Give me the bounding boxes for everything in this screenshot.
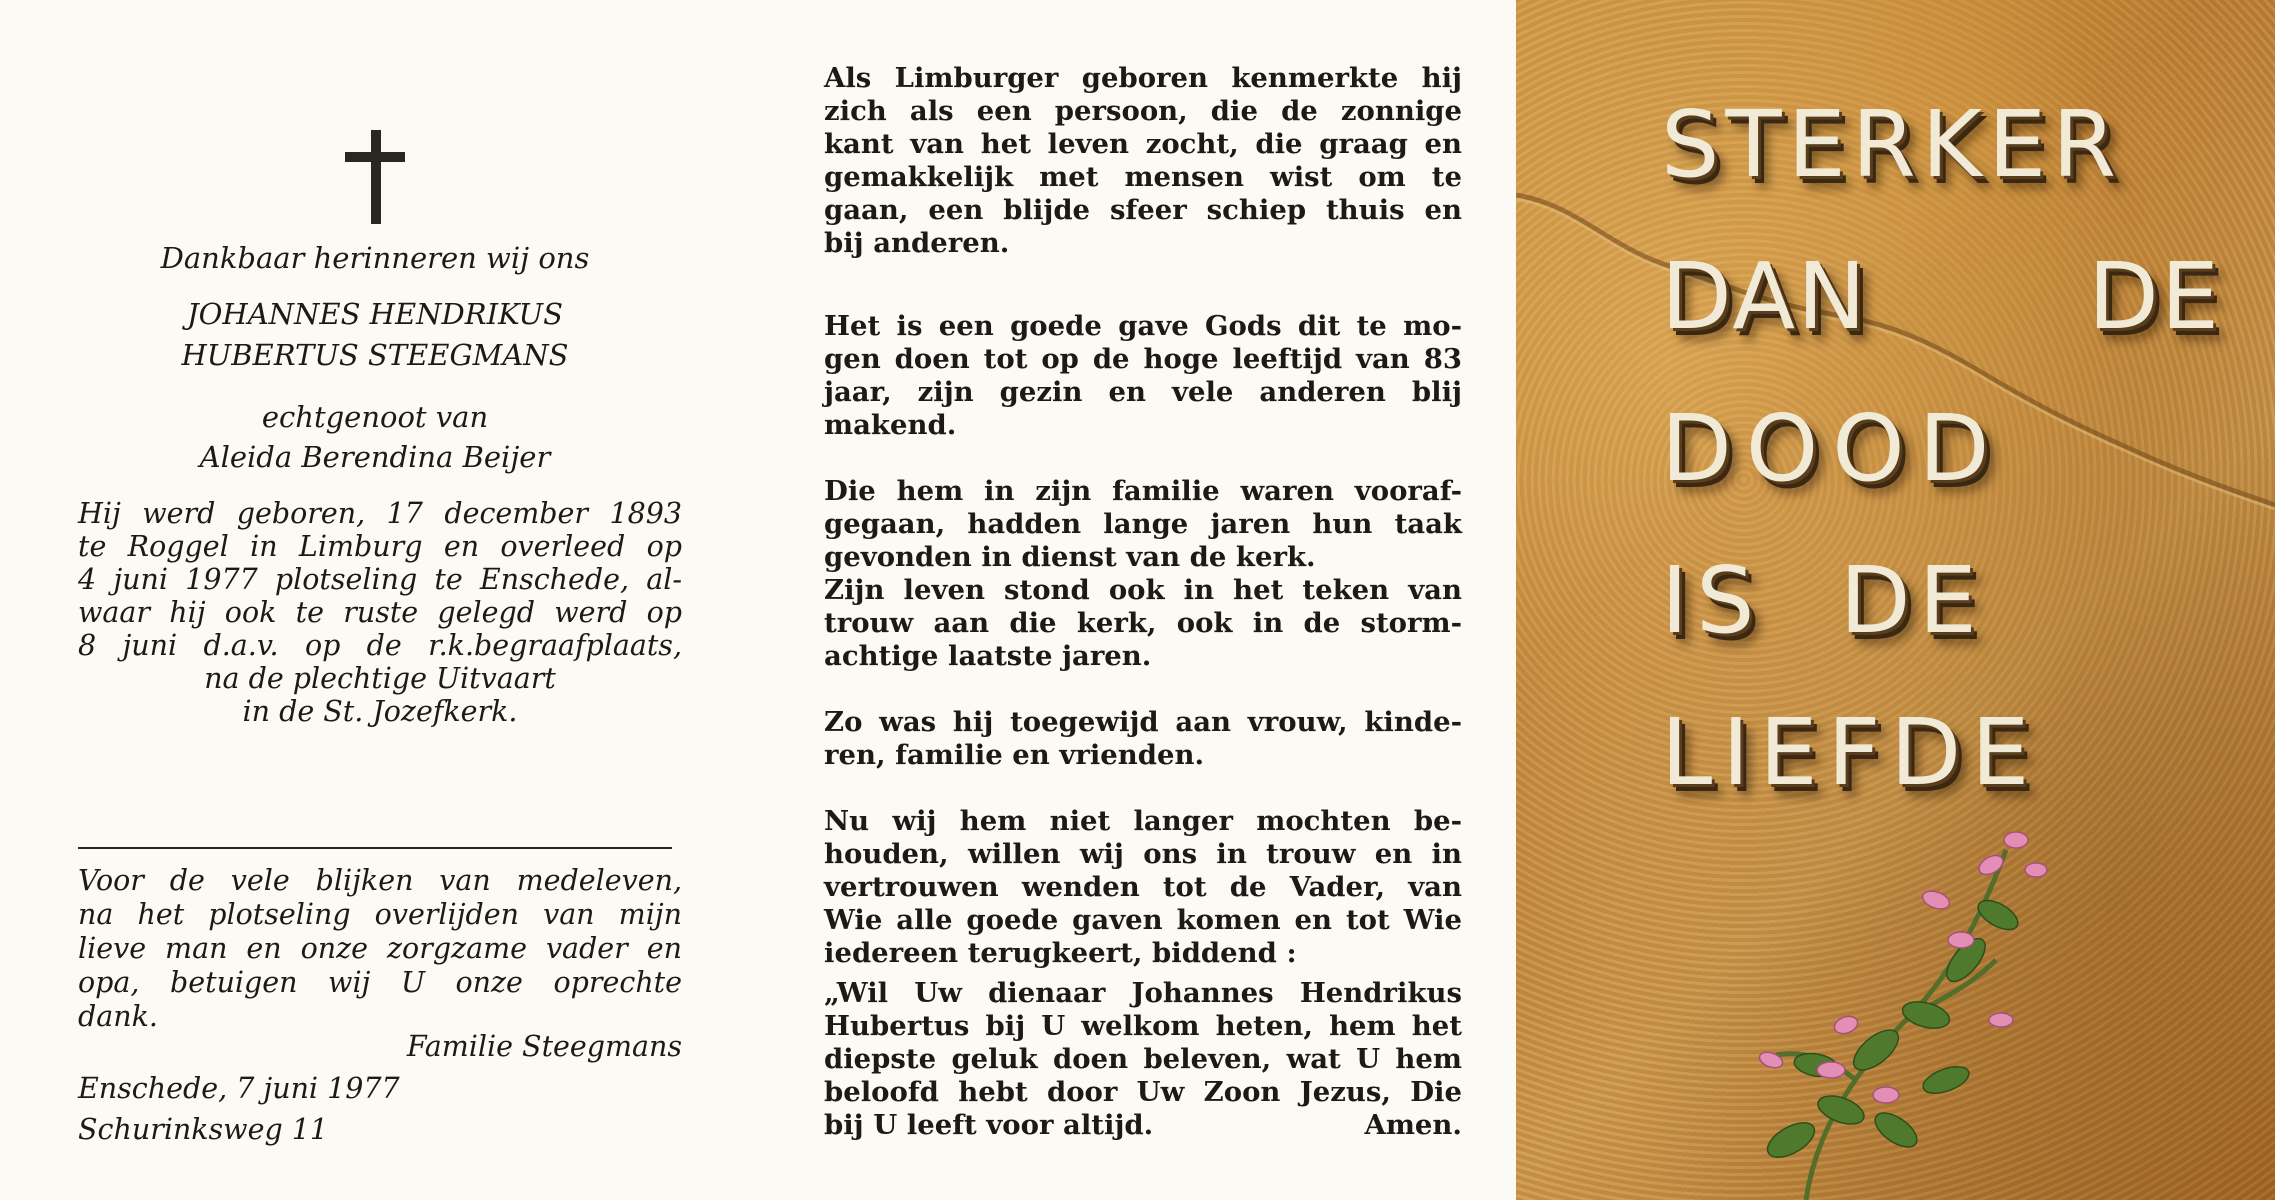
thanks-line: [78, 864, 682, 897]
bio-line-text: waar hij ook te ruste gelegd werd op: [78, 596, 682, 629]
text-line: [824, 640, 1462, 673]
inscription-line: [1661, 91, 2221, 247]
text-line-content: Zijn leven stond ook in het teken van: [824, 574, 1462, 606]
text-line-content: gen doen tot op de hoge leeftijd van 83: [824, 343, 1462, 375]
text-line: [824, 838, 1462, 871]
text-line: [824, 574, 1462, 607]
text-line: [824, 977, 1462, 1010]
text-line: [824, 508, 1462, 541]
stone-inscription: [1661, 91, 2221, 855]
bio-line-text: Hij werd geboren, 17 december 1893: [78, 497, 682, 530]
text-line: [824, 541, 1462, 574]
text-line: [824, 409, 1462, 442]
deceased-name-line1: JOHANNES HENDRIKUS: [187, 297, 563, 331]
text-line: [824, 1043, 1462, 1076]
text-line-content: Zo was hij toegewijd aan vrouw, kinde-: [824, 706, 1462, 738]
text-line-content: Wie alle goede gaven komen en tot Wie: [824, 904, 1462, 936]
text-line-content: diepste geluk doen beleven, wat U hem: [824, 1043, 1462, 1075]
deceased-name-line2: HUBERTUS STEEGMANS: [181, 338, 569, 372]
bio-line-text: 8 juni d.a.v. op de r.k.begraafplaats,: [78, 629, 682, 662]
inscription-line: [1661, 395, 2221, 551]
text-line: [824, 227, 1462, 260]
text-line-content: ren, familie en vrienden.: [824, 739, 1205, 771]
text-line: [824, 161, 1462, 194]
text-line-content: trouw aan die kerk, ook in de storm-: [824, 607, 1462, 639]
signature: Familie Steegmans: [406, 1030, 682, 1063]
thanks-line: [78, 966, 682, 999]
bio-line-text: na de plechtige Uitvaart: [204, 662, 556, 695]
text-line: [824, 475, 1462, 508]
inscription-text: STERKER: [1661, 91, 2123, 198]
thanks-line: [78, 932, 682, 965]
text-line: [824, 871, 1462, 904]
text-line: [824, 706, 1462, 739]
bio-line-text: te Roggel in Limburg en overleed op: [78, 530, 682, 563]
text-line: [824, 128, 1462, 161]
text-line: [824, 376, 1462, 409]
text-line-content: houden, willen wij ons in trouw en in: [824, 838, 1462, 870]
text-line-content: beloofd hebt door Uw Zoon Jezus, Die: [824, 1076, 1462, 1108]
text-line-content: jaar, zijn gezin en vele anderen blij: [824, 376, 1462, 408]
text-line: [824, 937, 1462, 970]
bio-line-text: in de St. Jozefkerk.: [242, 695, 518, 728]
text-line-content: Als Limburger geboren kenmerkte hij: [824, 62, 1462, 94]
text-line-content: iedereen terugkeert, biddend :: [824, 937, 1297, 969]
text-line: [824, 607, 1462, 640]
text-line: [824, 1076, 1462, 1109]
text-line-content: gemakkelijk met mensen wist om te: [824, 161, 1462, 193]
thanks-line-text: Voor de vele blijken van medeleven,: [78, 864, 682, 897]
inscription-text: DAN DE: [1661, 243, 2221, 350]
text-line-content: Het is een goede gave Gods dit te mo-: [824, 310, 1462, 342]
text-line-content: achtige laatste jaren.: [824, 640, 1152, 672]
text-line-content: vertrouwen wenden tot de Vader, van: [824, 871, 1462, 903]
thanks-line-text: lieve man en onze zorgzame vader en: [78, 932, 682, 965]
text-line: [824, 343, 1462, 376]
inscription-line: [1661, 547, 2221, 703]
amen-text: Amen.: [1364, 1109, 1462, 1141]
middle-panel: [740, 0, 1516, 1200]
inscription-text: IS DE: [1661, 547, 1985, 654]
text-line: [824, 310, 1462, 343]
text-line-content: bij anderen.: [824, 227, 1010, 259]
flower-plant: [1736, 810, 2076, 1200]
inscription-line: [1661, 243, 2221, 399]
bio-line: [78, 596, 682, 629]
text-line-content: „Wil Uw dienaar Johannes Hendrikus: [824, 977, 1462, 1009]
text-line: [824, 1010, 1462, 1043]
spouse-label: echtgenoot van: [261, 400, 489, 434]
text-line-content: kant van het leven zocht, die graag en: [824, 128, 1462, 160]
text-line-content: zich als een persoon, die de zonnige: [824, 95, 1462, 127]
text-line-content: gaan, een blijde sfeer schiep thuis en: [824, 194, 1462, 226]
text-line: [824, 95, 1462, 128]
text-line: [824, 739, 1462, 772]
divider-line: [78, 847, 672, 849]
spouse-name: Aleida Berendina Beijer: [199, 440, 551, 474]
thanks-line: [78, 1000, 682, 1033]
bio-line-text: 4 juni 1977 plotseling te Enschede, al-: [78, 563, 682, 596]
left-panel: [0, 0, 740, 1200]
inscription-text: DOOD: [1661, 395, 2004, 502]
cross-icon: [345, 130, 405, 224]
text-line: [824, 194, 1462, 227]
bio-line: [78, 530, 682, 563]
text-line-content: gevonden in dienst van de kerk.: [824, 541, 1316, 573]
text-line: [824, 805, 1462, 838]
text-line-content: Hubertus bij U welkom heten, hem het: [824, 1010, 1462, 1042]
bio-line: [78, 497, 682, 530]
intro-text: Dankbaar herinneren wij ons: [160, 241, 590, 275]
place-date: Enschede, 7 juni 1977: [78, 1072, 400, 1105]
bio-line: [78, 695, 682, 728]
thanks-line: [78, 898, 682, 931]
text-line-content: Die hem in zijn familie waren vooraf-: [824, 475, 1462, 507]
thanks-line-text: na het plotseling overlijden van mijn: [78, 898, 682, 931]
thanks-line-text: dank.: [78, 1000, 158, 1033]
bio-line: [78, 629, 682, 662]
inscription-text: LIEFDE: [1661, 699, 2040, 806]
text-line-content: Nu wij hem niet langer mochten be-: [824, 805, 1462, 837]
address: Schurinksweg 11: [78, 1113, 329, 1146]
text-line-content: bij U leeft voor altijd.: [824, 1109, 1154, 1141]
thanks-line-text: opa, betuigen wij U onze oprechte: [78, 966, 682, 999]
text-line: [824, 904, 1462, 937]
text-line-content: gegaan, hadden lange jaren hun taak: [824, 508, 1462, 540]
bio-line: [78, 563, 682, 596]
text-line-content: makend.: [824, 409, 957, 441]
text-line: [824, 62, 1462, 95]
stone-photo: [1516, 0, 2275, 1200]
bio-line: [78, 662, 682, 695]
